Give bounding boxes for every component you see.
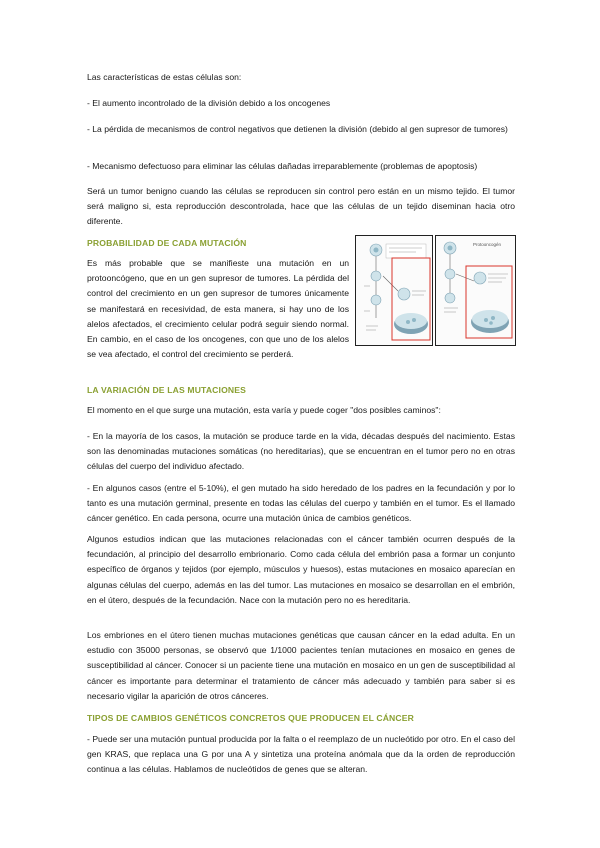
protooncogene-panel <box>435 235 516 346</box>
variation-intro-paragraph: El momento en el que surge una mutación, esta varía y puede coger "dos posibles caminos": <box>87 405 441 415</box>
point-mutation-paragraph: - Puede ser una mutación puntual producida por la falta o el reemplazo de un nucleótido por otro. En el caso del gen KRAS, que replaca una G por una A y sintetiza una proteína anómala que da la orden de reproducción continua a las células. Hablamos de nucleótidos de genes que se alteran. <box>87 734 515 775</box>
intro-paragraph: Las características de estas células son: <box>87 72 242 82</box>
embryo-study-paragraph: Los embriones en el útero tienen muchas mutaciones genéticas que causan cáncer en la edad adulta. En un estudio con 35000 personas, se observó que 1/1000 pacientes tenían mutaciones en mosaico en genes de susceptibilidad al cáncer. Conocer si un paciente tiene una mutación en mosaico en un gen de susceptibilidad al cáncer es importante para determinar el tratamiento de cáncer más adecuado y también para saber si es necesario vigilar la aparición de otros cánceres. <box>87 630 515 701</box>
heading-genetic-change-types: TIPOS DE CAMBIOS GENÉTICOS CONCRETOS QUE PRODUCEN EL CÁNCER <box>87 713 415 723</box>
mutation-diagram-figure <box>355 235 516 346</box>
benign-malignant-paragraph: Será un tumor benigno cuando las células se reproducen sin control pero están en un mismo tejido. El tumor será maligno si, esta reproducción descontrolada, hace que las células de un tejido diseminan hacia otro diferente. <box>87 186 515 227</box>
bullet-oncogenes: - El aumento incontrolado de la división debido a los oncogenes <box>87 98 331 108</box>
probability-paragraph: Es más probable que se manifieste una mutación en un protooncógeno, que en un gen supresor de tumores. La pérdida del control del crecimiento en un gen supresor de tumores únicamente se manifestará en recesividad, de esta manera, si hay uno de los alelos afectados, el crecimiento celular podrá seguir siendo normal. En cambio, en el caso de los oncogenes, con que uno de los alelos se vea afectado, el control del crecimiento se perderá. <box>87 258 349 360</box>
mosaic-mutation-paragraph: Algunos estudios indican que las mutaciones relacionadas con el cáncer también ocurren después de la fecundación, al principio del desarrollo embrionario. Como cada célula del embrión pasa a formar un conjunto específico de órganos y tejidos (por ejemplo, músculos y huesos), estas mutaciones en mosaico aparecían en algunas células del cuerpo, además en las del tumor. Las mutaciones en mosaico se desarrollan en el embrión, en el útero, después de la fecundación. Nace con la mutación pero no es hereditaria. <box>87 534 515 605</box>
heading-variation: LA VARIACIÓN DE LAS MUTACIONES <box>87 385 247 395</box>
somatic-mutation-paragraph: - En la mayoría de los casos, la mutación se produce tarde en la vida, décadas después del nacimiento. Estas son las denominadas mutaciones somáticas (no hereditarias), que se encuentran en el tumor pero no en otras células del cuerpo del individuo afectado. <box>87 431 515 472</box>
bullet-apoptosis: - Mecanismo defectuoso para eliminar las células dañadas irreparablemente (problemas de apoptosis) <box>87 161 478 171</box>
bullet-tumor-suppressor: - La pérdida de mecanismos de control negativos que detienen la división (debido al gen supresor de tumores) <box>87 124 508 134</box>
tumor-suppressor-panel <box>355 235 433 346</box>
heading-probability: PROBABILIDAD DE CADA MUTACIÓN <box>87 238 247 248</box>
protooncogene-label: Protooncogén <box>473 242 502 247</box>
germline-mutation-paragraph: - En algunos casos (entre el 5-10%), el gen mutado ha sido heredado de los padres en la fecundación y por lo tanto es una mutación germinal, presente en todas las células del cuerpo y también en el tumor. Es el llamado cáncer genético. En cada persona, ocurre una mutación única de cambios genéticos. <box>87 483 515 524</box>
